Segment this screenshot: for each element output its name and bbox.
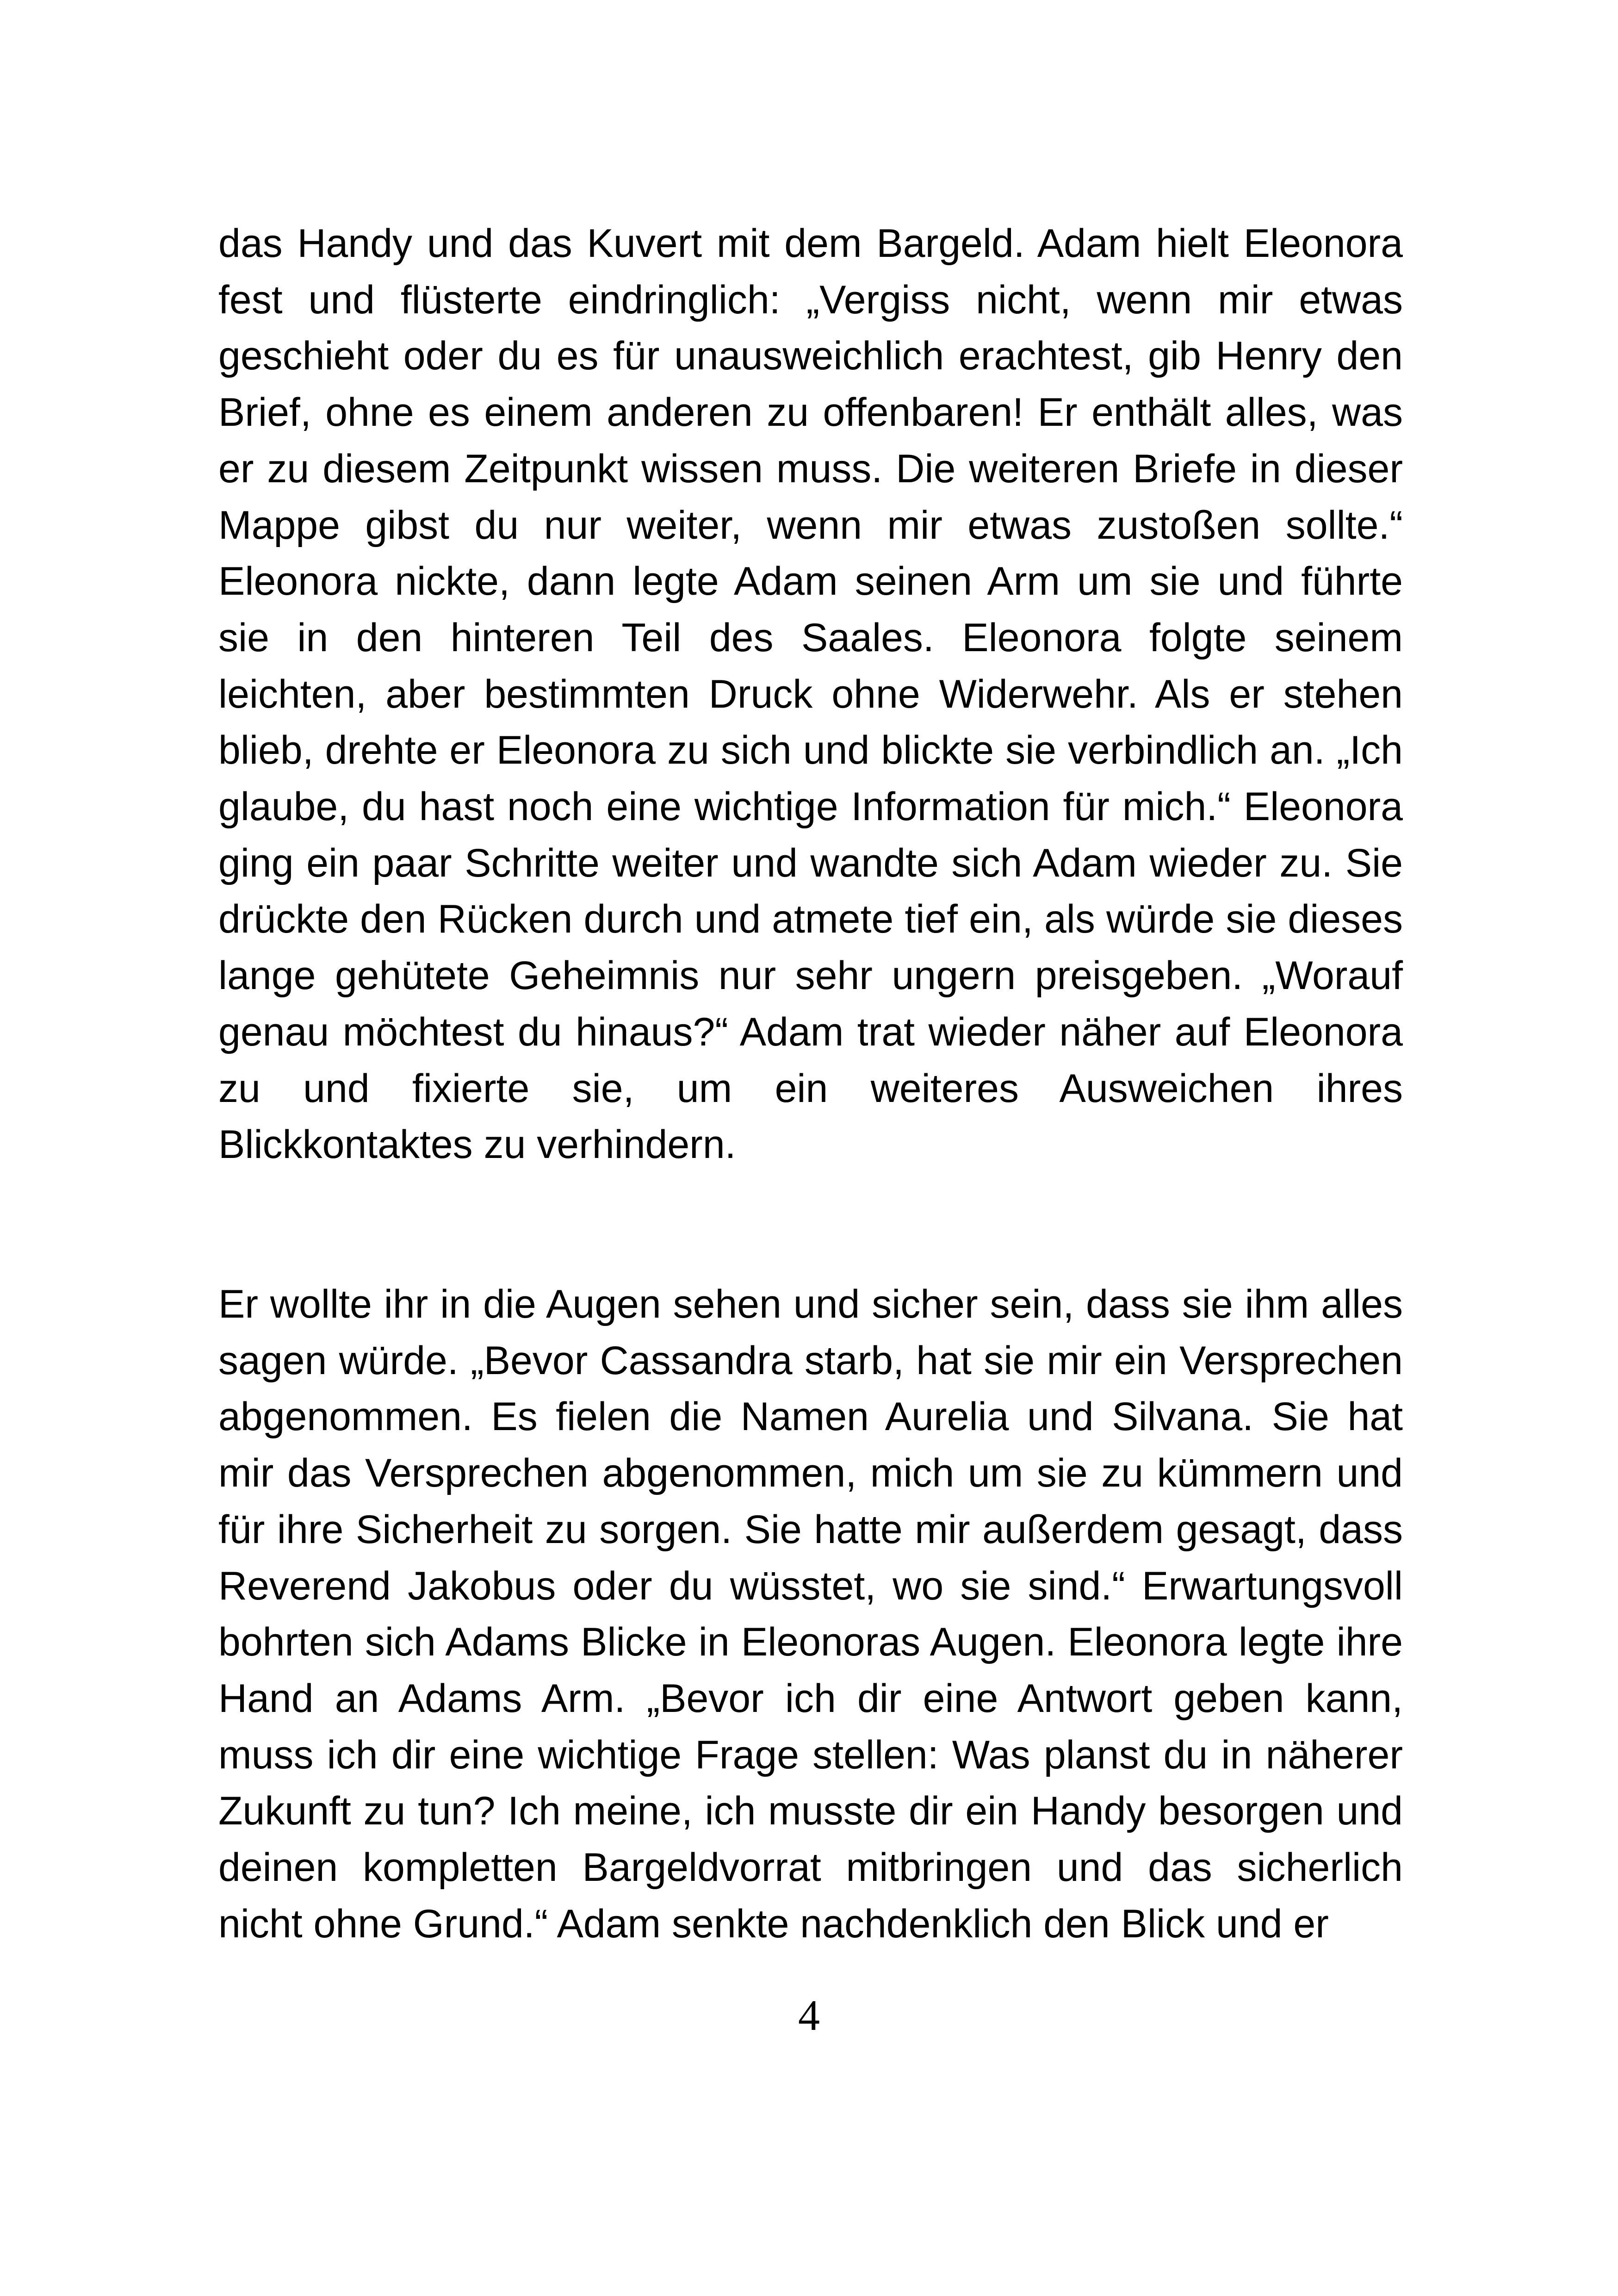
page-number: 4 xyxy=(798,1991,820,2040)
paragraph-1: das Handy und das Kuvert mit dem Bargeld. Adam hielt Eleonora fest und flüsterte eindringlich: „Vergiss nicht, wenn mir etwas geschieht oder du es für unausweichlich erachtest, gib Henry den Brief, ohne es einem anderen zu offenbaren! Er enthält alles, was er zu diesem Zeitpunkt wissen muss. Die weiteren Briefe in dieser Mappe gibst du nur weiter, wenn mir etwas zustoßen sollte.“ Eleonora nickte, dann legte Adam seinen Arm um sie und führte sie in den hinteren Teil des Saales. Eleonora folgte seinem leichten, aber bestimmten Druck ohne Widerwehr. Als er stehen blieb, drehte er Eleonora zu sich und blickte sie verbindlich an. „Ich glaube, du hast noch eine wichtige Information für mich.“ Eleonora ging ein paar Schritte weiter und wandte sich Adam wieder zu. Sie drückte den Rücken durch und atmete tief ein, als würde sie dieses lange gehütete Geheimnis nur sehr ungern preisgeben. „Worauf genau möchtest du hinaus?“ Adam trat wieder näher auf Eleonora zu und fixierte sie, um ein weiteres Ausweichen ihres Blickkontaktes zu verhindern. xyxy=(218,221,1403,1167)
paragraph-2: Er wollte ihr in die Augen sehen und sicher sein, dass sie ihm alles sagen würde. „Bevor Cassandra starb, hat sie mir ein Versprechen abgenommen. Es fielen die Namen Aurelia und Silvana. Sie hat mir das Versprechen abgenommen, mich um sie zu kümmern und für ihre Sicherheit zu sorgen. Sie hatte mir außerdem gesagt, dass Reverend Jakobus oder du wüsstet, wo sie sind.“ Erwartungsvoll bohrten sich Adams Blicke in Eleonoras Augen. Eleonora legte ihre Hand an Adams Arm. „Bevor ich dir eine Antwort geben kann, muss ich dir eine wichtige Frage stellen: Was planst du in näherer Zukunft zu tun? Ich meine, ich musste dir ein Handy besorgen und deinen kompletten Bargeldvorrat mitbringen und das sicherlich nicht ohne Grund.“ Adam senkte nachdenklich den Blick und er xyxy=(218,1282,1403,1946)
